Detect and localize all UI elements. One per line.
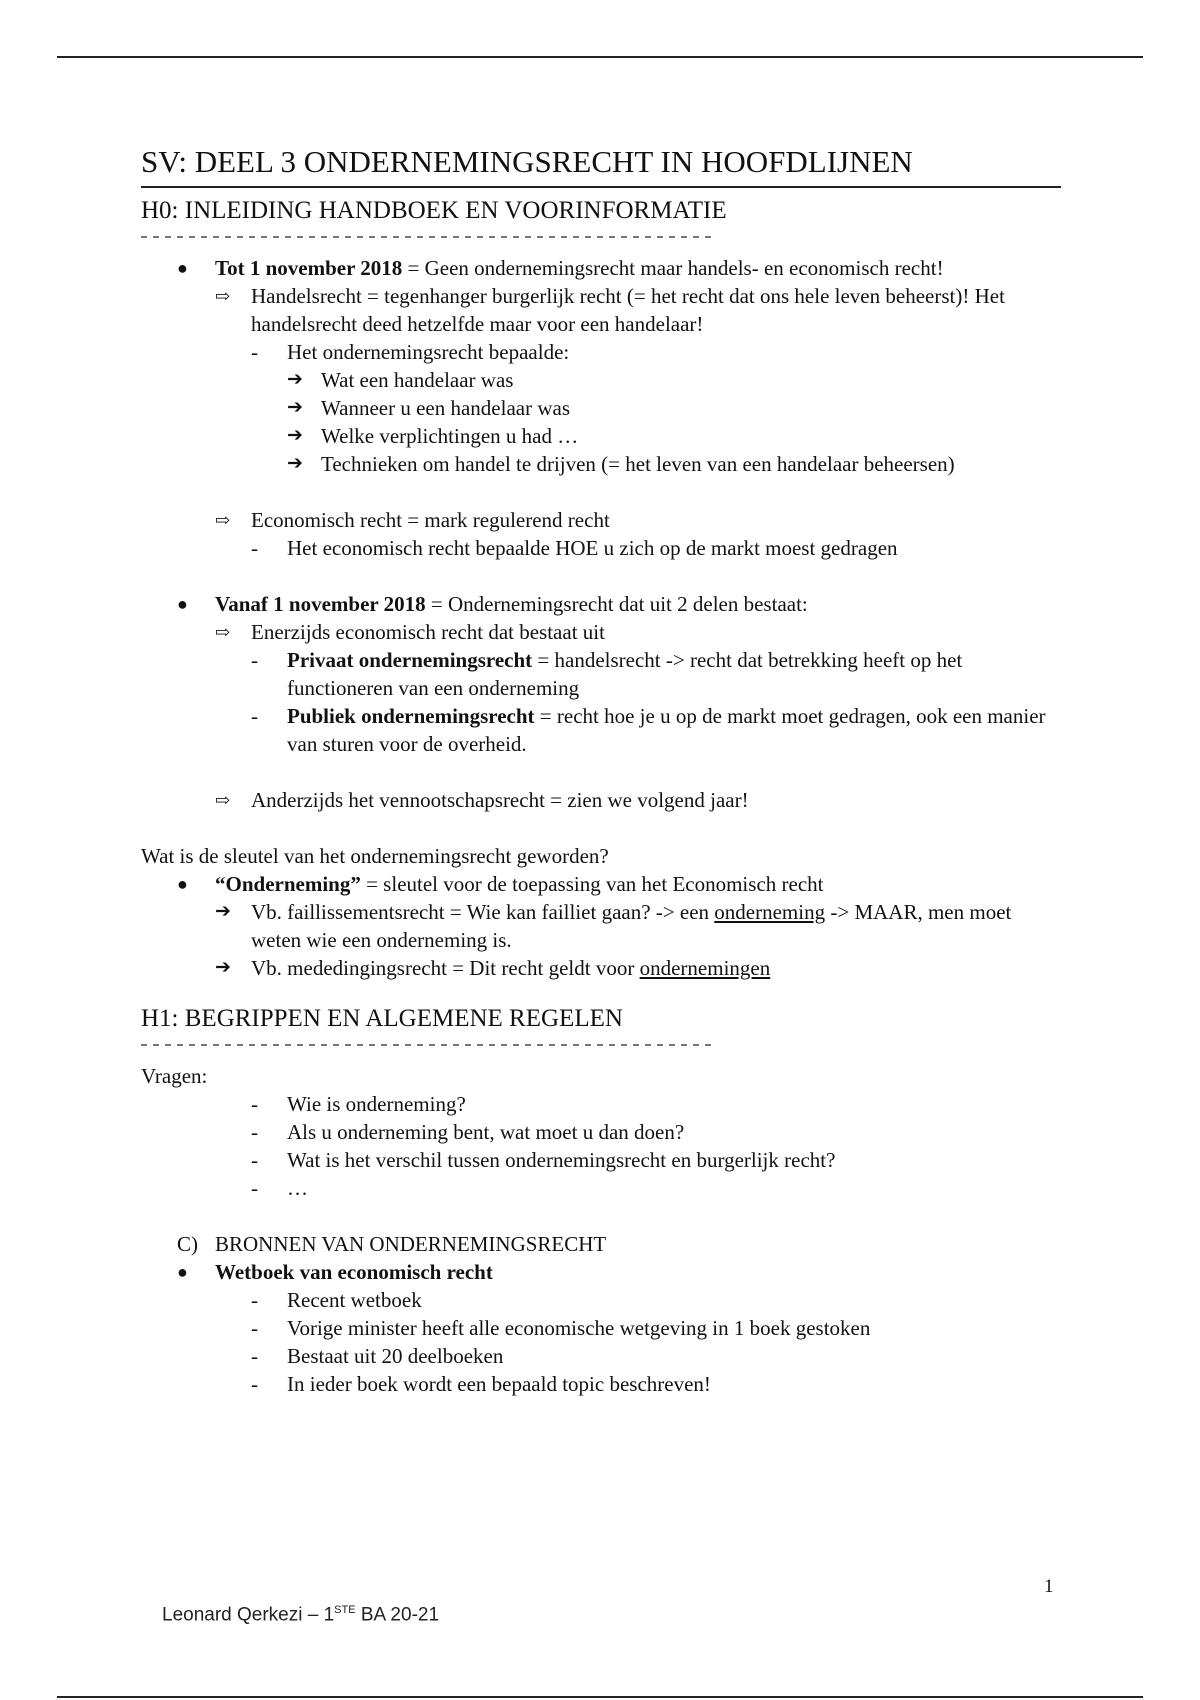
bold-arrow-icon: ➔ [215, 901, 231, 922]
dash-icon: - [251, 536, 258, 560]
bullet-item [141, 870, 1061, 898]
bold-arrow-icon: ➔ [287, 397, 303, 418]
bottom-rule [57, 1696, 1143, 1698]
footer: Leonard Qerkezi – 1STE BA 20-21 [162, 1604, 440, 1626]
section-body-h1 [141, 1062, 1061, 1398]
bold-arrow-icon: ➔ [287, 425, 303, 446]
dash-item: - Recent wetboek [251, 1288, 422, 1312]
top-rule [57, 56, 1143, 58]
section-body-h0 [141, 254, 1061, 982]
page-number: 1 [1044, 1576, 1054, 1597]
example-item: ➔ Vb. mededingingsrecht = Dit recht geldt voor ondernemingen [215, 956, 771, 980]
outline-arrow-icon: ⇨ [215, 790, 231, 810]
arrow-text: Handelsrecht = tegenhanger burgerlijk recht (= het recht dat ons hele leven beheerst)! Het handelsrecht deed hetzelfde maar voor een handelaar! [251, 284, 1005, 336]
dash-icon: - [251, 1372, 258, 1396]
underlined-term: ondernemingen [639, 956, 771, 980]
arrow-list-text: Technieken om handel te drijven (= het leven van een handelaar beheersen) [321, 452, 955, 476]
example-item: ➔ Vb. faillissementsrecht = Wie kan failliet gaan? -> een onderneming -> MAAR, men moet weten wie een onderneming is. [215, 900, 1012, 952]
bullet-item [141, 590, 1061, 618]
outline-arrow-icon: ⇨ [215, 286, 231, 306]
dash-bold: Publiek ondernemingsrecht [287, 704, 535, 728]
dash-text: Het economisch recht bepaalde HOE u zich op de markt moest gedragen [287, 536, 898, 560]
arrow-item [141, 282, 1061, 338]
dash-item [141, 646, 1061, 702]
outline-arrow-icon: ⇨ [215, 622, 231, 642]
bullet-text: = sleutel voor de toepassing van het Economisch recht [360, 872, 824, 896]
dash-bold: Privaat ondernemingsrecht [287, 648, 533, 672]
dash-icon: - [251, 1092, 258, 1116]
dash-item: - In ieder boek wordt een bepaald topic beschreven! [251, 1372, 711, 1396]
underlined-term: onderneming [714, 900, 826, 924]
document-title: SV: DEEL 3 ONDERNEMINGSRECHT IN HOOFDLIJNEN [141, 140, 1061, 188]
section-heading-h0: H0: INLEIDING HANDBOEK EN VOORINFORMATIE [141, 197, 727, 224]
arrow-item [141, 506, 1061, 534]
arrow-list-text: Wanneer u een handelaar was [321, 396, 571, 420]
bullet-text: = Ondernemingsrecht dat uit 2 delen bestaat: [425, 592, 808, 616]
outline-arrow-icon: ⇨ [215, 510, 231, 530]
bullet-icon: ● [177, 258, 188, 278]
bullet-item [141, 254, 1061, 282]
arrow-text: Economisch recht = mark regulerend recht [251, 508, 610, 532]
dash-icon: - [251, 648, 258, 672]
section-heading-h1: H1: BEGRIPPEN EN ALGEMENE REGELEN [141, 1005, 623, 1032]
arrow-text: Anderzijds het vennootschapsrecht = zien we volgend jaar! [251, 788, 749, 812]
dash-icon: - [251, 704, 258, 728]
bullet-bold: Wetboek van economisch recht [215, 1260, 493, 1284]
dash-icon: - [251, 1120, 258, 1144]
dash-item: - Bestaat uit 20 deelboeken [251, 1344, 504, 1368]
question-item: - Als u onderneming bent, wat moet u dan doen? [251, 1120, 685, 1144]
dash-item [141, 702, 1061, 758]
subsection-marker: C) [177, 1232, 198, 1256]
dash-text: = recht hoe je u op de markt moet gedragen, ook een manier van sturen voor de overheid. [287, 704, 1046, 756]
document-page [141, 140, 1061, 1398]
dashed-divider [141, 1038, 711, 1052]
dash-icon: - [251, 1316, 258, 1340]
question-item: - Wat is het verschil tussen ondernemingsrecht en burgerlijk recht? [251, 1148, 836, 1172]
arrow-list-text: Welke verplichtingen u had … [321, 424, 579, 448]
dash-icon: - [251, 1288, 258, 1312]
arrow-text: Enerzijds economisch recht dat bestaat uit [251, 620, 605, 644]
bullet-text: = Geen ondernemingsrecht maar handels- en economisch recht! [402, 256, 944, 280]
arrow-list-item [141, 450, 1061, 478]
arrow-list-item [141, 394, 1061, 422]
dashed-divider [141, 230, 711, 244]
bold-arrow-icon: ➔ [215, 957, 231, 978]
dash-item: - Vorige minister heeft alle economische wetgeving in 1 boek gestoken [251, 1316, 871, 1340]
dash-icon: - [251, 1148, 258, 1172]
bullet-icon: ● [177, 874, 188, 894]
dash-icon: - [251, 1176, 258, 1200]
subsection-title: BRONNEN VAN ONDERNEMINGSRECHT [215, 1232, 607, 1256]
vragen-label: Vragen: [141, 1064, 208, 1088]
bullet-icon: ● [177, 1262, 188, 1282]
bullet-icon: ● [177, 594, 188, 614]
dash-icon: - [251, 1344, 258, 1368]
subsection-heading [141, 1230, 1061, 1258]
dash-item [141, 338, 1061, 366]
bullet-bold: “Onderneming” [215, 872, 361, 896]
bullet-bold: Vanaf 1 november 2018 [215, 592, 426, 616]
dash-item [141, 534, 1061, 562]
bullet-bold: Tot 1 november 2018 [215, 256, 403, 280]
bullet-item [141, 1258, 1061, 1286]
dash-icon: - [251, 340, 258, 364]
arrow-list-text: Wat een handelaar was [321, 368, 514, 392]
bold-arrow-icon: ➔ [287, 453, 303, 474]
arrow-list-item [141, 422, 1061, 450]
arrow-item [141, 618, 1061, 646]
arrow-list-item [141, 366, 1061, 394]
arrow-item [141, 786, 1061, 814]
bold-arrow-icon: ➔ [287, 369, 303, 390]
question-item: - Wie is onderneming? [251, 1092, 466, 1116]
dash-text: Het ondernemingsrecht bepaalde: [287, 340, 570, 364]
question-text: Wat is de sleutel van het ondernemingsrecht geworden? [141, 844, 609, 868]
question-item: - … [251, 1176, 308, 1200]
dash-text: = handelsrecht -> recht dat betrekking heeft op het functioneren van een onderneming [287, 648, 963, 700]
